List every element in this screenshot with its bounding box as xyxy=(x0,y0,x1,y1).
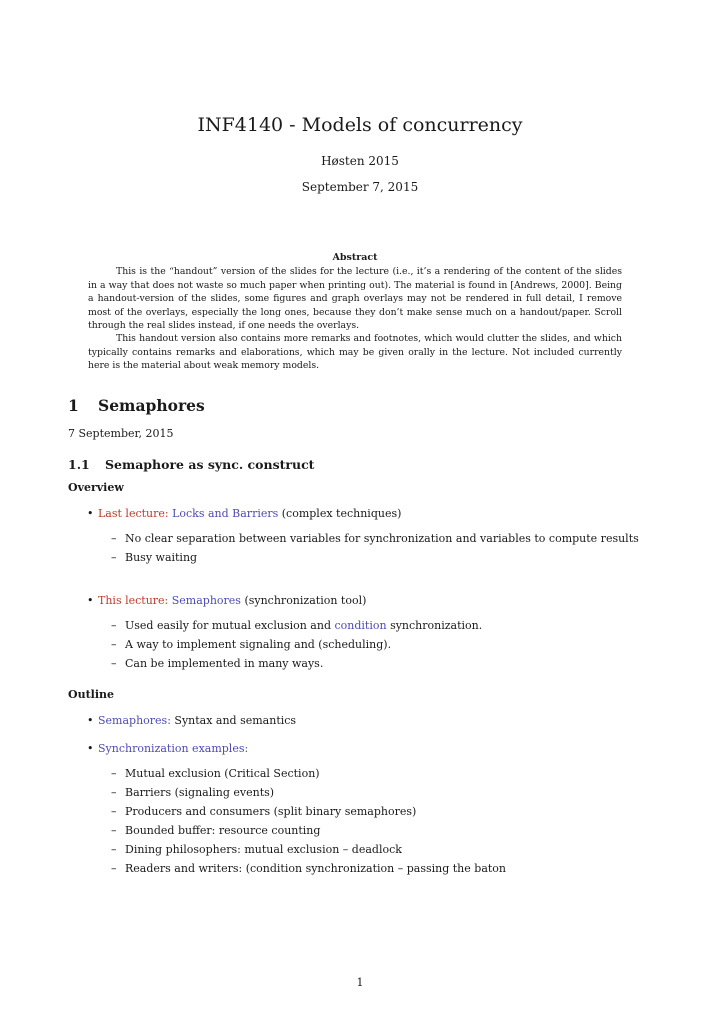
item-highlight: Locks and Barriers xyxy=(172,507,279,520)
outline-list-1 xyxy=(68,714,648,727)
list-item: – Mutual exclusion (Critical Section) xyxy=(68,764,648,783)
item-highlight: Semaphores xyxy=(171,594,241,607)
list-item xyxy=(68,507,648,520)
overview-sublist-2 xyxy=(68,616,648,673)
list-item: • Synchronization examples: xyxy=(68,742,648,755)
list-item: – Bounded buffer: resource counting xyxy=(68,821,648,840)
list-item: – Used easily for mutual exclusion and condition synchronization. xyxy=(68,616,648,635)
overview-sublist-1 xyxy=(68,529,648,567)
section-date: 7 September, 2015 xyxy=(68,427,174,440)
item-label: Last lecture: xyxy=(98,507,169,520)
section-number: 1 xyxy=(68,396,79,415)
list-item: – Busy waiting xyxy=(68,548,648,567)
abstract-paragraph-1: This is the “handout” version of the slides for the lecture (i.e., it’s a rendering of the content of the slides in a way that does not waste so much paper when printing out). The material is found in [Andrews, 2000]. Being a handout-version of the slides, some figures and graph overlays may not be rendered in full detail, I remove most of the overlays, especially the long ones, because they don’t make sense much on a handout/paper. Scroll through the real slides instead, if one needs the overlays. xyxy=(88,266,622,332)
outline-list-2 xyxy=(68,742,648,755)
abstract xyxy=(88,251,622,373)
abstract-paragraph-2: This handout version also contains more remarks and footnotes, which would clutter the slides, and which typically contains remarks and elaborations, which may be given orally in the lecture. Not included currently here is the material about weak memory models. xyxy=(88,333,622,372)
document-semester: Høsten 2015 xyxy=(321,154,399,168)
list-item: – A way to implement signaling and (scheduling). xyxy=(68,635,648,654)
outline-heading: Outline xyxy=(68,688,115,701)
list-item: – Dining philosophers: mutual exclusion – deadlock xyxy=(68,840,648,859)
section-1-heading xyxy=(68,396,648,415)
overview-list-2 xyxy=(68,594,648,607)
item-rest: (complex techniques) xyxy=(278,507,402,520)
title-block xyxy=(0,114,720,194)
list-item: – Can be implemented in many ways. xyxy=(68,654,648,673)
subsection-1-1-heading xyxy=(68,457,648,472)
list-item: – Producers and consumers (split binary semaphores) xyxy=(68,802,648,821)
document-date: September 7, 2015 xyxy=(301,180,419,194)
list-item: – No clear separation between variables for synchronization and variables to compute results xyxy=(68,529,648,548)
section-title: Semaphores xyxy=(98,396,205,415)
subsection-title: Semaphore as sync. construct xyxy=(105,457,315,472)
item-label: This lecture: xyxy=(98,594,169,607)
document-title: INF4140 - Models of concurrency xyxy=(197,114,523,136)
item-rest: (synchronization tool) xyxy=(240,594,367,607)
overview-heading: Overview xyxy=(68,481,124,494)
overview-list-1 xyxy=(68,507,648,520)
subsection-number: 1.1 xyxy=(68,457,90,472)
list-item xyxy=(68,594,648,607)
list-item: – Readers and writers: (condition synchronization – passing the baton xyxy=(68,859,648,878)
list-item: – Barriers (signaling events) xyxy=(68,783,648,802)
page-number: 1 xyxy=(356,976,364,989)
outline-sublist xyxy=(68,764,648,878)
list-item: • Semaphores: Syntax and semantics xyxy=(68,714,648,727)
abstract-heading: Abstract xyxy=(332,252,378,263)
